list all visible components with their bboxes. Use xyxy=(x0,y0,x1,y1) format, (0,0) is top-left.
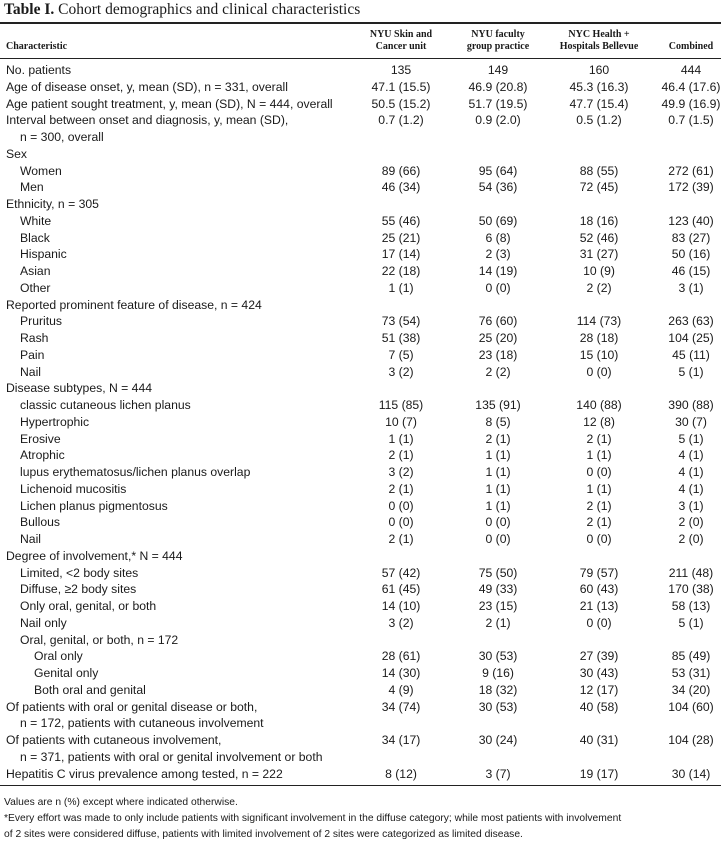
table-row xyxy=(0,330,723,347)
table-row xyxy=(0,230,723,247)
header-rule xyxy=(0,58,721,59)
value-skin-cancer-unit: 0 (0) xyxy=(388,498,414,513)
value-skin-cancer-unit: 57 (42) xyxy=(381,565,421,580)
value-combined: 46.4 (17.6) xyxy=(661,79,721,94)
value-combined: 2 (0) xyxy=(678,532,704,546)
value-bellevue: 28 (18) xyxy=(579,331,619,345)
value-faculty-group-practice: 14 (19) xyxy=(478,264,518,278)
value-bellevue: 12 (17) xyxy=(579,682,619,697)
row-label: Asian xyxy=(20,264,51,278)
row-label: lupus erythematosus/lichen planus overlap xyxy=(20,465,251,479)
row-label: Erosive xyxy=(20,431,61,446)
table-row xyxy=(0,364,723,381)
table-row xyxy=(0,213,723,230)
table-body xyxy=(0,62,723,782)
row-label: n = 172, patients with cutaneous involvement xyxy=(20,716,264,731)
table-row xyxy=(0,263,723,280)
value-combined: 45 (11) xyxy=(672,347,710,362)
value-faculty-group-practice: 54 (36) xyxy=(478,180,518,195)
header-line: Hospitals Bellevue xyxy=(559,41,639,52)
value-bellevue: 21 (13) xyxy=(579,599,619,613)
value-bellevue: 160 xyxy=(588,63,610,77)
value-bellevue: 52 (46) xyxy=(579,230,619,245)
value-skin-cancer-unit: 25 (21) xyxy=(381,230,421,245)
value-bellevue: 0 (0) xyxy=(586,465,612,479)
footnote: Values are n (%) except where indicated otherwise. xyxy=(4,797,238,808)
value-bellevue: 88 (55) xyxy=(579,163,619,178)
value-skin-cancer-unit: 2 (1) xyxy=(388,532,414,546)
table-row xyxy=(0,481,723,498)
value-skin-cancer-unit: 7 (5) xyxy=(388,347,414,362)
row-label: Oral, genital, or both, n = 172 xyxy=(20,632,179,647)
row-label: Rash xyxy=(20,331,49,345)
value-skin-cancer-unit: 28 (61) xyxy=(381,649,421,664)
value-faculty-group-practice: 30 (53) xyxy=(478,649,518,664)
header-col-bellevue xyxy=(545,29,653,53)
table-row xyxy=(0,447,723,464)
top-rule xyxy=(0,22,721,24)
row-label: Nail xyxy=(20,532,41,546)
value-skin-cancer-unit: 3 (2) xyxy=(388,615,414,630)
row-label: Other xyxy=(20,280,51,295)
value-combined: 272 (61) xyxy=(668,163,714,178)
table-row xyxy=(0,297,723,314)
row-label: Limited, <2 body sites xyxy=(20,565,139,580)
value-faculty-group-practice: 30 (24) xyxy=(478,733,518,747)
value-faculty-group-practice: 23 (18) xyxy=(478,347,518,362)
value-combined: 46 (15) xyxy=(671,264,711,278)
table-row xyxy=(0,313,723,330)
table-row xyxy=(0,665,723,682)
value-bellevue: 15 (10) xyxy=(579,347,619,362)
header-line: group practice xyxy=(466,41,530,52)
row-label: Interval between onset and diagnosis, y, mean (SD), xyxy=(6,113,289,128)
value-faculty-group-practice: 0 (0) xyxy=(485,280,511,295)
value-skin-cancer-unit: 50.5 (15.2) xyxy=(371,96,431,111)
table-row xyxy=(0,548,723,565)
row-label: No. patients xyxy=(6,63,72,77)
value-bellevue: 12 (8) xyxy=(583,414,615,429)
header-line: Combined xyxy=(668,41,714,52)
value-skin-cancer-unit: 51 (38) xyxy=(381,331,421,345)
value-skin-cancer-unit: 89 (66) xyxy=(381,163,421,178)
table-row xyxy=(0,732,723,749)
row-label: Pruritus xyxy=(20,314,62,329)
value-combined: 50 (16) xyxy=(671,247,711,262)
row-label: Hepatitis C virus prevalence among tested, n = 222 xyxy=(6,766,283,781)
table-row xyxy=(0,632,723,649)
value-skin-cancer-unit: 22 (18) xyxy=(381,264,421,278)
table-row xyxy=(0,464,723,481)
table-row xyxy=(0,565,723,582)
value-combined: 2 (0) xyxy=(678,515,704,530)
value-faculty-group-practice: 51.7 (19.5) xyxy=(468,96,528,111)
value-combined: 104 (25) xyxy=(668,331,714,345)
table-row xyxy=(0,347,723,364)
value-bellevue: 19 (17) xyxy=(579,766,619,781)
row-label: Hypertrophic xyxy=(20,414,90,429)
table-row xyxy=(0,749,723,766)
row-label: Of patients with oral or genital disease or both, xyxy=(6,699,258,714)
row-label: Lichen planus pigmentosus xyxy=(20,498,168,513)
row-label: Atrophic xyxy=(20,448,65,463)
value-faculty-group-practice: 135 (91) xyxy=(475,398,521,412)
table-row xyxy=(0,514,723,531)
value-skin-cancer-unit: 4 (9) xyxy=(388,682,414,697)
value-faculty-group-practice: 2 (3) xyxy=(485,247,511,262)
value-bellevue: 1 (1) xyxy=(586,448,612,463)
table-row xyxy=(0,179,723,196)
value-faculty-group-practice: 8 (5) xyxy=(485,414,511,429)
row-label: n = 300, overall xyxy=(20,130,104,144)
value-skin-cancer-unit: 3 (2) xyxy=(388,364,414,379)
value-skin-cancer-unit: 73 (54) xyxy=(381,314,421,329)
header-col-skin-cancer-unit xyxy=(353,29,449,53)
row-label: classic cutaneous lichen planus xyxy=(20,398,191,412)
value-combined: 4 (1) xyxy=(678,448,704,463)
row-label: n = 371, patients with oral or genital involvement or both xyxy=(20,749,323,764)
value-combined: 444 xyxy=(680,63,702,77)
table-row xyxy=(0,598,723,615)
value-bellevue: 60 (43) xyxy=(579,582,619,597)
value-combined: 172 (39) xyxy=(668,180,714,195)
table-row xyxy=(0,715,723,732)
value-bellevue: 79 (57) xyxy=(579,565,619,580)
value-faculty-group-practice: 0 (0) xyxy=(485,532,511,546)
value-skin-cancer-unit: 55 (46) xyxy=(381,213,421,228)
value-combined: 3 (1) xyxy=(678,498,704,513)
value-bellevue: 18 (16) xyxy=(579,213,619,228)
table-row xyxy=(0,112,723,129)
value-skin-cancer-unit: 34 (74) xyxy=(381,699,421,714)
value-skin-cancer-unit: 10 (7) xyxy=(385,414,417,429)
table-row xyxy=(0,431,723,448)
table-row xyxy=(0,163,723,180)
value-bellevue: 30 (43) xyxy=(579,666,619,680)
value-bellevue: 0 (0) xyxy=(586,364,612,379)
value-skin-cancer-unit: 17 (14) xyxy=(381,247,421,262)
table-number: Table I. xyxy=(4,1,55,18)
value-combined: 83 (27) xyxy=(671,230,711,245)
value-combined: 34 (20) xyxy=(671,682,711,697)
value-faculty-group-practice: 0 (0) xyxy=(485,515,511,530)
value-faculty-group-practice: 23 (15) xyxy=(478,599,518,613)
value-faculty-group-practice: 6 (8) xyxy=(485,230,511,245)
row-label: Pain xyxy=(20,347,45,362)
table-caption: Cohort demographics and clinical characteristics xyxy=(54,1,361,18)
value-skin-cancer-unit: 8 (12) xyxy=(385,766,417,781)
row-label: White xyxy=(20,213,52,228)
value-combined: 263 (63) xyxy=(668,314,714,329)
row-label: Oral only xyxy=(34,649,83,664)
table-row xyxy=(0,196,723,213)
value-bellevue: 31 (27) xyxy=(579,247,619,262)
table-row xyxy=(0,581,723,598)
value-skin-cancer-unit: 61 (45) xyxy=(381,582,421,597)
row-label: Of patients with cutaneous involvement, xyxy=(6,733,222,747)
value-skin-cancer-unit: 2 (1) xyxy=(388,448,414,463)
value-skin-cancer-unit: 34 (17) xyxy=(381,733,421,747)
value-skin-cancer-unit: 14 (30) xyxy=(381,666,421,680)
table-row xyxy=(0,766,723,783)
row-label: Disease subtypes, N = 444 xyxy=(6,381,152,396)
value-combined: 85 (49) xyxy=(671,649,711,664)
value-skin-cancer-unit: 3 (2) xyxy=(388,465,414,479)
row-label: Lichenoid mucositis xyxy=(20,481,127,496)
table-row xyxy=(0,648,723,665)
row-label: Nail only xyxy=(20,615,67,630)
value-combined: 49.9 (16.9) xyxy=(661,96,721,111)
table-row xyxy=(0,699,723,716)
row-label: Women xyxy=(20,163,62,178)
value-combined: 53 (31) xyxy=(671,666,711,680)
value-combined: 104 (28) xyxy=(668,733,714,747)
value-bellevue: 0.5 (1.2) xyxy=(576,113,622,128)
value-combined: 0.7 (1.5) xyxy=(668,113,714,128)
value-faculty-group-practice: 149 xyxy=(487,63,509,77)
value-faculty-group-practice: 49 (33) xyxy=(478,582,518,597)
value-combined: 4 (1) xyxy=(678,481,704,496)
value-faculty-group-practice: 25 (20) xyxy=(478,331,518,345)
value-faculty-group-practice: 2 (1) xyxy=(485,431,511,446)
value-skin-cancer-unit: 135 xyxy=(390,63,412,77)
value-combined: 104 (60) xyxy=(668,699,714,714)
value-combined: 4 (1) xyxy=(678,465,704,479)
value-combined: 170 (38) xyxy=(668,582,714,597)
row-label: Bullous xyxy=(20,515,60,530)
value-combined: 5 (1) xyxy=(678,364,704,379)
value-faculty-group-practice: 76 (60) xyxy=(478,314,518,329)
value-bellevue: 45.3 (16.3) xyxy=(569,79,629,94)
value-bellevue: 72 (45) xyxy=(579,180,619,195)
row-label: Reported prominent feature of disease, n = 424 xyxy=(6,297,262,312)
value-faculty-group-practice: 50 (69) xyxy=(478,213,518,228)
header-line: NYC Health + xyxy=(568,29,630,40)
value-bellevue: 140 (88) xyxy=(576,398,622,412)
value-faculty-group-practice: 1 (1) xyxy=(485,465,511,479)
value-faculty-group-practice: 3 (7) xyxy=(485,766,511,781)
value-combined: 58 (13) xyxy=(671,599,711,613)
value-bellevue: 27 (39) xyxy=(579,649,619,664)
row-label: Sex xyxy=(6,146,28,161)
row-label: Genital only xyxy=(34,666,99,680)
value-faculty-group-practice: 75 (50) xyxy=(478,565,518,580)
value-skin-cancer-unit: 0.7 (1.2) xyxy=(378,113,424,128)
table-row xyxy=(0,129,723,146)
value-faculty-group-practice: 1 (1) xyxy=(485,481,511,496)
table-row xyxy=(0,146,723,163)
header-line: NYU faculty xyxy=(471,29,525,40)
row-label: Both oral and genital xyxy=(34,682,146,697)
table-row xyxy=(0,96,723,113)
value-combined: 5 (1) xyxy=(678,431,704,446)
value-skin-cancer-unit: 0 (0) xyxy=(388,515,414,530)
row-label: Diffuse, ≥2 body sites xyxy=(20,582,137,597)
row-label: Hispanic xyxy=(20,247,67,262)
value-faculty-group-practice: 18 (32) xyxy=(478,682,518,697)
value-combined: 30 (7) xyxy=(675,414,707,429)
table-row xyxy=(0,62,723,79)
value-skin-cancer-unit: 14 (10) xyxy=(381,599,421,613)
value-bellevue: 1 (1) xyxy=(586,481,612,496)
value-combined: 211 (48) xyxy=(668,565,714,580)
row-label: Age patient sought treatment, y, mean (SD), N = 444, overall xyxy=(6,96,333,111)
value-combined: 30 (14) xyxy=(671,766,711,781)
value-bellevue: 40 (58) xyxy=(579,699,619,714)
table-row xyxy=(0,531,723,548)
value-bellevue: 0 (0) xyxy=(586,615,612,630)
table-title xyxy=(4,1,360,19)
row-label: Men xyxy=(20,180,44,195)
value-faculty-group-practice: 1 (1) xyxy=(485,448,511,463)
value-skin-cancer-unit: 1 (1) xyxy=(388,431,414,446)
table-row xyxy=(0,380,723,397)
table-row xyxy=(0,414,723,431)
header-col-combined xyxy=(651,41,723,53)
footnotes xyxy=(4,795,621,843)
value-combined: 390 (88) xyxy=(668,398,714,412)
value-combined: 123 (40) xyxy=(668,213,714,228)
bottom-rule xyxy=(0,785,721,786)
row-label: Degree of involvement,* N = 444 xyxy=(6,548,183,563)
value-bellevue: 2 (1) xyxy=(586,515,612,530)
row-label: Nail xyxy=(20,364,41,379)
value-bellevue: 10 (9) xyxy=(583,264,615,278)
table-row xyxy=(0,280,723,297)
value-faculty-group-practice: 1 (1) xyxy=(485,498,511,513)
value-bellevue: 2 (1) xyxy=(586,431,612,446)
value-skin-cancer-unit: 115 (85) xyxy=(378,398,424,412)
table-row xyxy=(0,79,723,96)
value-skin-cancer-unit: 2 (1) xyxy=(388,481,414,496)
value-bellevue: 2 (1) xyxy=(586,498,612,513)
value-combined: 3 (1) xyxy=(678,280,704,295)
table-row xyxy=(0,498,723,515)
table-row xyxy=(0,246,723,263)
value-combined: 5 (1) xyxy=(678,615,704,630)
row-label: Only oral, genital, or both xyxy=(20,599,157,613)
value-bellevue: 2 (2) xyxy=(586,280,612,295)
row-label: Age of disease onset, y, mean (SD), n = 331, overall xyxy=(6,79,288,94)
value-faculty-group-practice: 46.9 (20.8) xyxy=(468,79,528,94)
value-skin-cancer-unit: 1 (1) xyxy=(388,280,414,295)
value-faculty-group-practice: 2 (2) xyxy=(485,364,511,379)
table-row xyxy=(0,397,723,414)
header-line: Cancer unit xyxy=(375,41,427,52)
value-faculty-group-practice: 2 (1) xyxy=(485,615,511,630)
value-bellevue: 0 (0) xyxy=(586,532,612,546)
value-faculty-group-practice: 0.9 (2.0) xyxy=(475,113,521,128)
footnote: of 2 sites were considered diffuse, patients with limited involvement of 2 sites were categorized as limited disease. xyxy=(4,829,523,840)
value-bellevue: 40 (31) xyxy=(579,733,619,747)
value-faculty-group-practice: 9 (16) xyxy=(482,666,514,680)
header-characteristic: Characteristic xyxy=(6,41,68,52)
value-faculty-group-practice: 30 (53) xyxy=(478,699,518,714)
header-line: NYU Skin and xyxy=(369,29,433,40)
value-bellevue: 114 (73) xyxy=(576,314,622,329)
footnote: *Every effort was made to only include patients with significant involvement in the diffuse category; while most patients with involvement xyxy=(4,813,622,824)
value-skin-cancer-unit: 47.1 (15.5) xyxy=(371,79,431,94)
value-skin-cancer-unit: 46 (34) xyxy=(381,180,421,195)
row-label: Ethnicity, n = 305 xyxy=(6,197,99,211)
value-faculty-group-practice: 95 (64) xyxy=(478,163,518,178)
value-bellevue: 47.7 (15.4) xyxy=(569,96,629,111)
row-label: Black xyxy=(20,230,50,245)
table-row xyxy=(0,682,723,699)
table-row xyxy=(0,615,723,632)
header-col-faculty-group-practice xyxy=(452,29,544,53)
